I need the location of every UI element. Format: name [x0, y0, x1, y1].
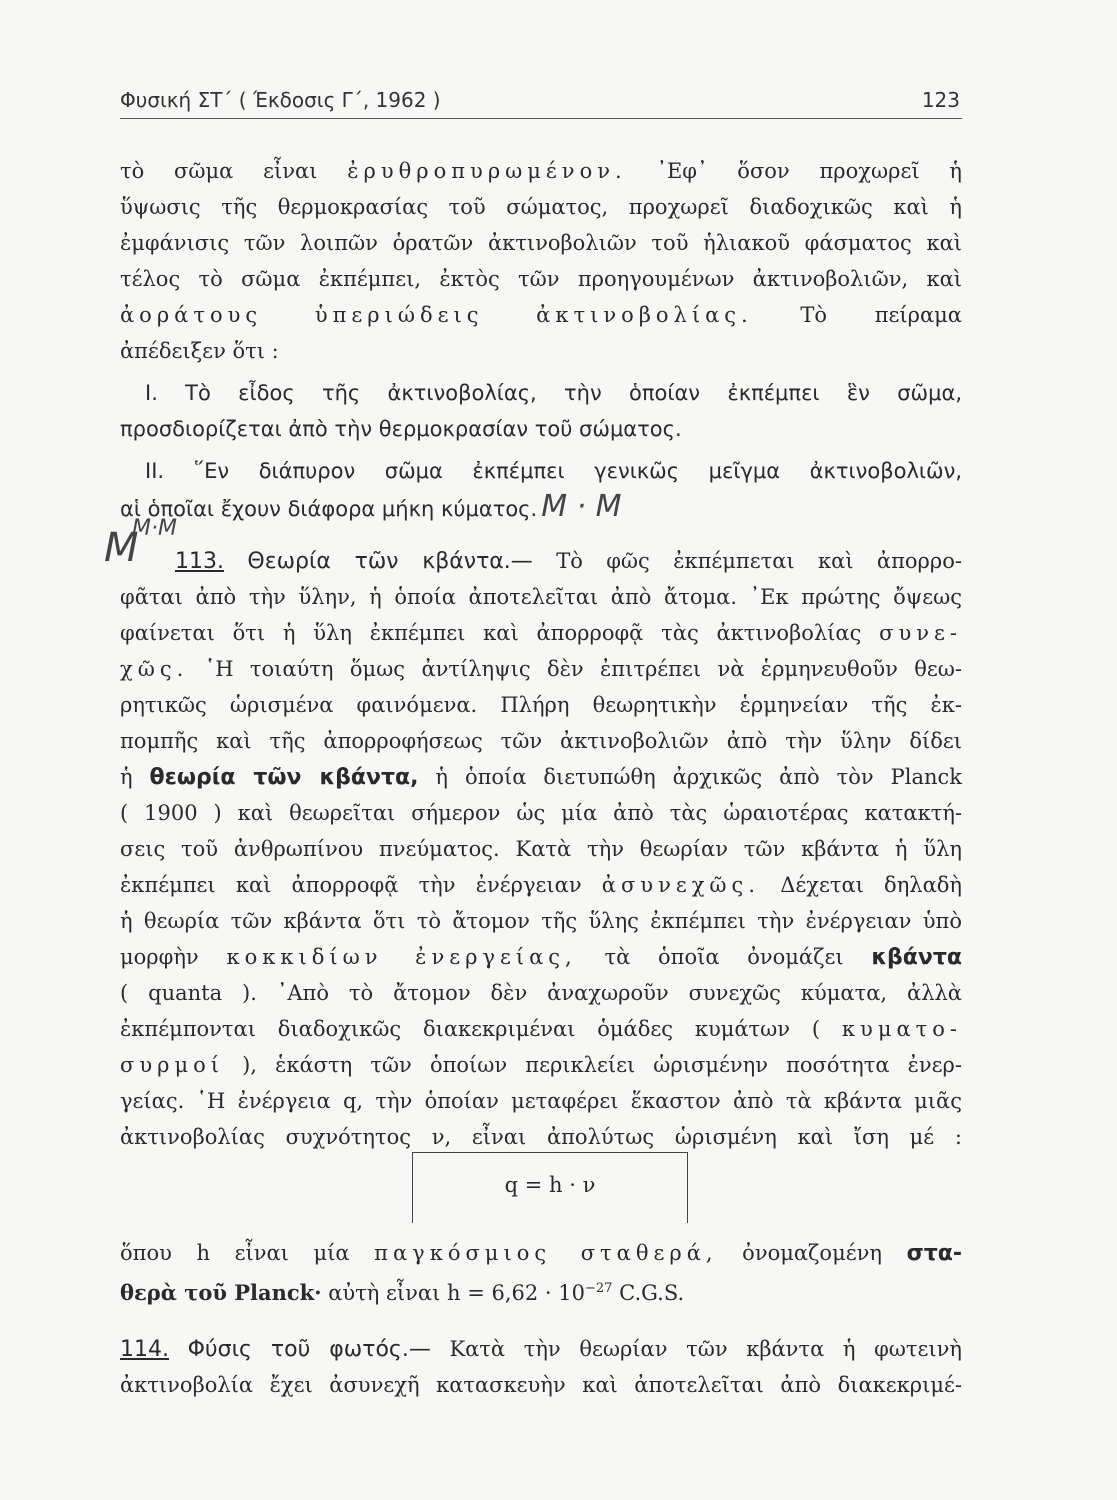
text-span: C.G.S.: [619, 1281, 685, 1305]
text-line: [120, 1238, 962, 1269]
text-line: ὕψωσις τῆς θερμοκρασίας τοῦ σώματος, προχωρεῖ διαδοχικῶς καὶ ἡ: [120, 195, 962, 219]
formula-box: [412, 1152, 688, 1223]
text-line: ( 1900 ) καὶ θεωρεῖται σήμερον ὡς μία ἀπὸ τὰς ὡραιοτέρας κατακτή-: [120, 801, 962, 825]
text-span: μορφὴν: [120, 945, 199, 969]
spaced-text: συνε-: [879, 621, 962, 645]
text-line: ἐμφάνισις τῶν λοιπῶν ὁρατῶν ἀκτινοβολιῶν τοῦ ἡλιακοῦ φάσματος καὶ: [120, 231, 962, 255]
text-line: [120, 654, 962, 684]
text-span: ἐκπέμπονται διαδοχικῶς διακεκριμέναι ὁμάδες κυμάτων (: [120, 1017, 821, 1041]
section-title: Φύσις τοῦ φωτός.—: [187, 1337, 431, 1362]
margin-handwriting: Μ·Μ: [132, 516, 177, 541]
bold-term: θερὰ τοῦ Planck·: [120, 1280, 322, 1305]
section-113-heading-line: [120, 546, 962, 577]
point-two-line: II. ῞Εν διάπυρον σῶμα ἐκπέμπει γενικῶς μεῖγμα ἀκτινοβολιῶν,: [145, 459, 962, 483]
text-span: ἡ: [120, 765, 133, 789]
planck-formula: q = h · ν: [504, 1173, 596, 1197]
spaced-text: χῶς.: [120, 657, 189, 681]
text-span: ὅπου h εἶναι μία: [120, 1241, 350, 1265]
margin-handwriting: Μ: [104, 525, 139, 571]
text-span: τὰ ὁποῖα ὀνομάζει: [604, 945, 844, 969]
header-title: Φυσική ΣΤ΄ ( Έκδοσις Γ΄, 1962 ): [120, 88, 441, 112]
spaced-text: ἐρυθροπυρωμένον.: [347, 159, 627, 183]
text-line: [120, 618, 962, 648]
point-one-line: I. Τὸ εἶδος τῆς ἀκτινοβολίας, τὴν ὁποίαν ἐκπέμπει ἓν σῶμα,: [145, 381, 962, 405]
section-number: 113.: [175, 549, 224, 574]
text-line: [120, 762, 962, 793]
text-line: ἀπέδειξεν ὅτι :: [120, 339, 279, 363]
text-line: τέλος τὸ σῶμα ἐκπέμπει, ἐκτὸς τῶν προηγουμένων ἀκτινοβολιῶν, καὶ: [120, 267, 962, 291]
text-line: ἀκτινοβολίας συχνότητος ν, εἶναι ἀπολύτως ὡρισμένη καὶ ἴση μέ :: [120, 1125, 962, 1149]
text-span: ῾Η τοιαύτη ὅμως ἀντίληψις δὲν ἐπιτρέπει νὰ ἑρμηνευθοῦν θεω-: [204, 657, 962, 681]
running-header: [120, 88, 962, 119]
text-line: [120, 1050, 962, 1080]
handwritten-note: Μ · Μ: [541, 489, 622, 524]
text-line: ( quanta ). ᾿Απὸ τὸ ἄτομον δὲν ἀναχωροῦν συνεχῶς κύματα, ἀλλὰ: [120, 981, 962, 1005]
text-line: [120, 1274, 962, 1308]
text-line: [120, 156, 962, 186]
section-number: 114.: [120, 1337, 169, 1362]
text-span: τὸ σῶμα εἶναι: [120, 159, 318, 183]
text-span: φαίνεται ὅτι ἡ ὕλη ἐκπέμπει καὶ ἀπορροφᾷ τὰς ἀκτινοβολίας: [120, 621, 862, 645]
text-line: ἀκτινοβολία ἔχει ἀσυνεχῆ κατασκευὴν καὶ ἀποτελεῖται ἀπὸ διακεκριμέ-: [120, 1373, 962, 1397]
text-span: Δέχεται δηλαδὴ: [780, 873, 962, 897]
text-span: ᾿Εφ᾿ ὅσον προχωρεῖ ἡ: [656, 159, 962, 183]
text-line: [120, 870, 962, 900]
text-line: [120, 942, 962, 973]
section-114-heading-line: [120, 1334, 962, 1365]
text-span: Τὸ πείραμα: [800, 303, 962, 327]
spaced-text: ἀσυνεχῶς.: [601, 873, 760, 897]
spaced-text: ἀοράτους ὑπεριώδεις ἀκτινοβολίας.: [120, 303, 753, 327]
exponent: −27: [585, 1281, 613, 1296]
text-line: ρητικῶς ὡρισμένα φαινόμενα. Πλήρη θεωρητικὴν ἑρμηνείαν τῆς ἐκ-: [120, 693, 962, 717]
text-span: Τὸ φῶς ἐκπέμπεται καὶ ἀπορρο-: [556, 549, 962, 573]
bold-term: θεωρία τῶν κβάντα,: [149, 765, 419, 790]
text-span: ἡ ὁποία διετυπώθη ἀρχικῶς ἀπὸ τὸν Planck: [435, 765, 962, 789]
point-two-line: [120, 489, 962, 524]
bold-term: στα-: [906, 1241, 962, 1266]
text-span: αἱ ὁποῖαι ἔχουν διάφορα μήκη κύματος.: [120, 497, 538, 521]
text-line: ἡ θεωρία τῶν κβάντα ὅτι τὸ ἄτομον τῆς ὕλης ἐκπέμπει τὴν ἐνέργειαν ὑπὸ: [120, 909, 962, 933]
section-title: Θεωρία τῶν κβάντα.—: [247, 549, 533, 574]
point-one-line: προσδιορίζεται ἀπὸ τὴν θερμοκρασίαν τοῦ σώματος.: [120, 417, 682, 441]
text-span: Κατὰ τὴν θεωρίαν τῶν κβάντα ἡ φωτεινὴ: [449, 1337, 962, 1361]
text-span: ), ἑκάστη τῶν ὁποίων περικλείει ὡρισμένην ποσότητα ἐνερ-: [242, 1053, 962, 1077]
text-line: γείας. ῾Η ἐνέργεια q, τὴν ὁποίαν μεταφέρει ἕκαστον ἀπὸ τὰ κβάντα μιᾶς: [120, 1089, 962, 1113]
page-number: 123: [921, 88, 960, 112]
text-span: αὐτὴ εἶναι h = 6,62 · 10: [328, 1281, 585, 1305]
text-line: [120, 1014, 962, 1044]
spaced-text: παγκόσμιος σταθερά,: [374, 1241, 718, 1265]
spaced-text: συρμοί: [120, 1053, 224, 1077]
spaced-text: κυματο-: [841, 1017, 962, 1041]
text-span: ἐκπέμπει καὶ ἀπορροφᾷ τὴν ἐνέργειαν: [120, 873, 582, 897]
text-line: [120, 300, 962, 330]
bold-term: κβάντα: [871, 945, 962, 970]
text-line: σεις τοῦ ἀνθρωπίνου πνεύματος. Κατὰ τὴν θεωρίαν τῶν κβάντα ἡ ὕλη: [120, 837, 962, 861]
spaced-text: κοκκιδίων ἐνεργείας,: [226, 945, 577, 969]
text-line: φᾶται ἀπὸ τὴν ὕλην, ἡ ὁποία ἀποτελεῖται ἀπὸ ἄτομα. ᾿Εκ πρώτης ὄψεως: [120, 585, 962, 609]
text-span: ὀνομαζομένη: [742, 1241, 882, 1265]
text-line: πομπῆς καὶ τῆς ἀπορροφήσεως τῶν ἀκτινοβολιῶν ἀπὸ τὴν ὕλην δίδει: [120, 729, 962, 753]
